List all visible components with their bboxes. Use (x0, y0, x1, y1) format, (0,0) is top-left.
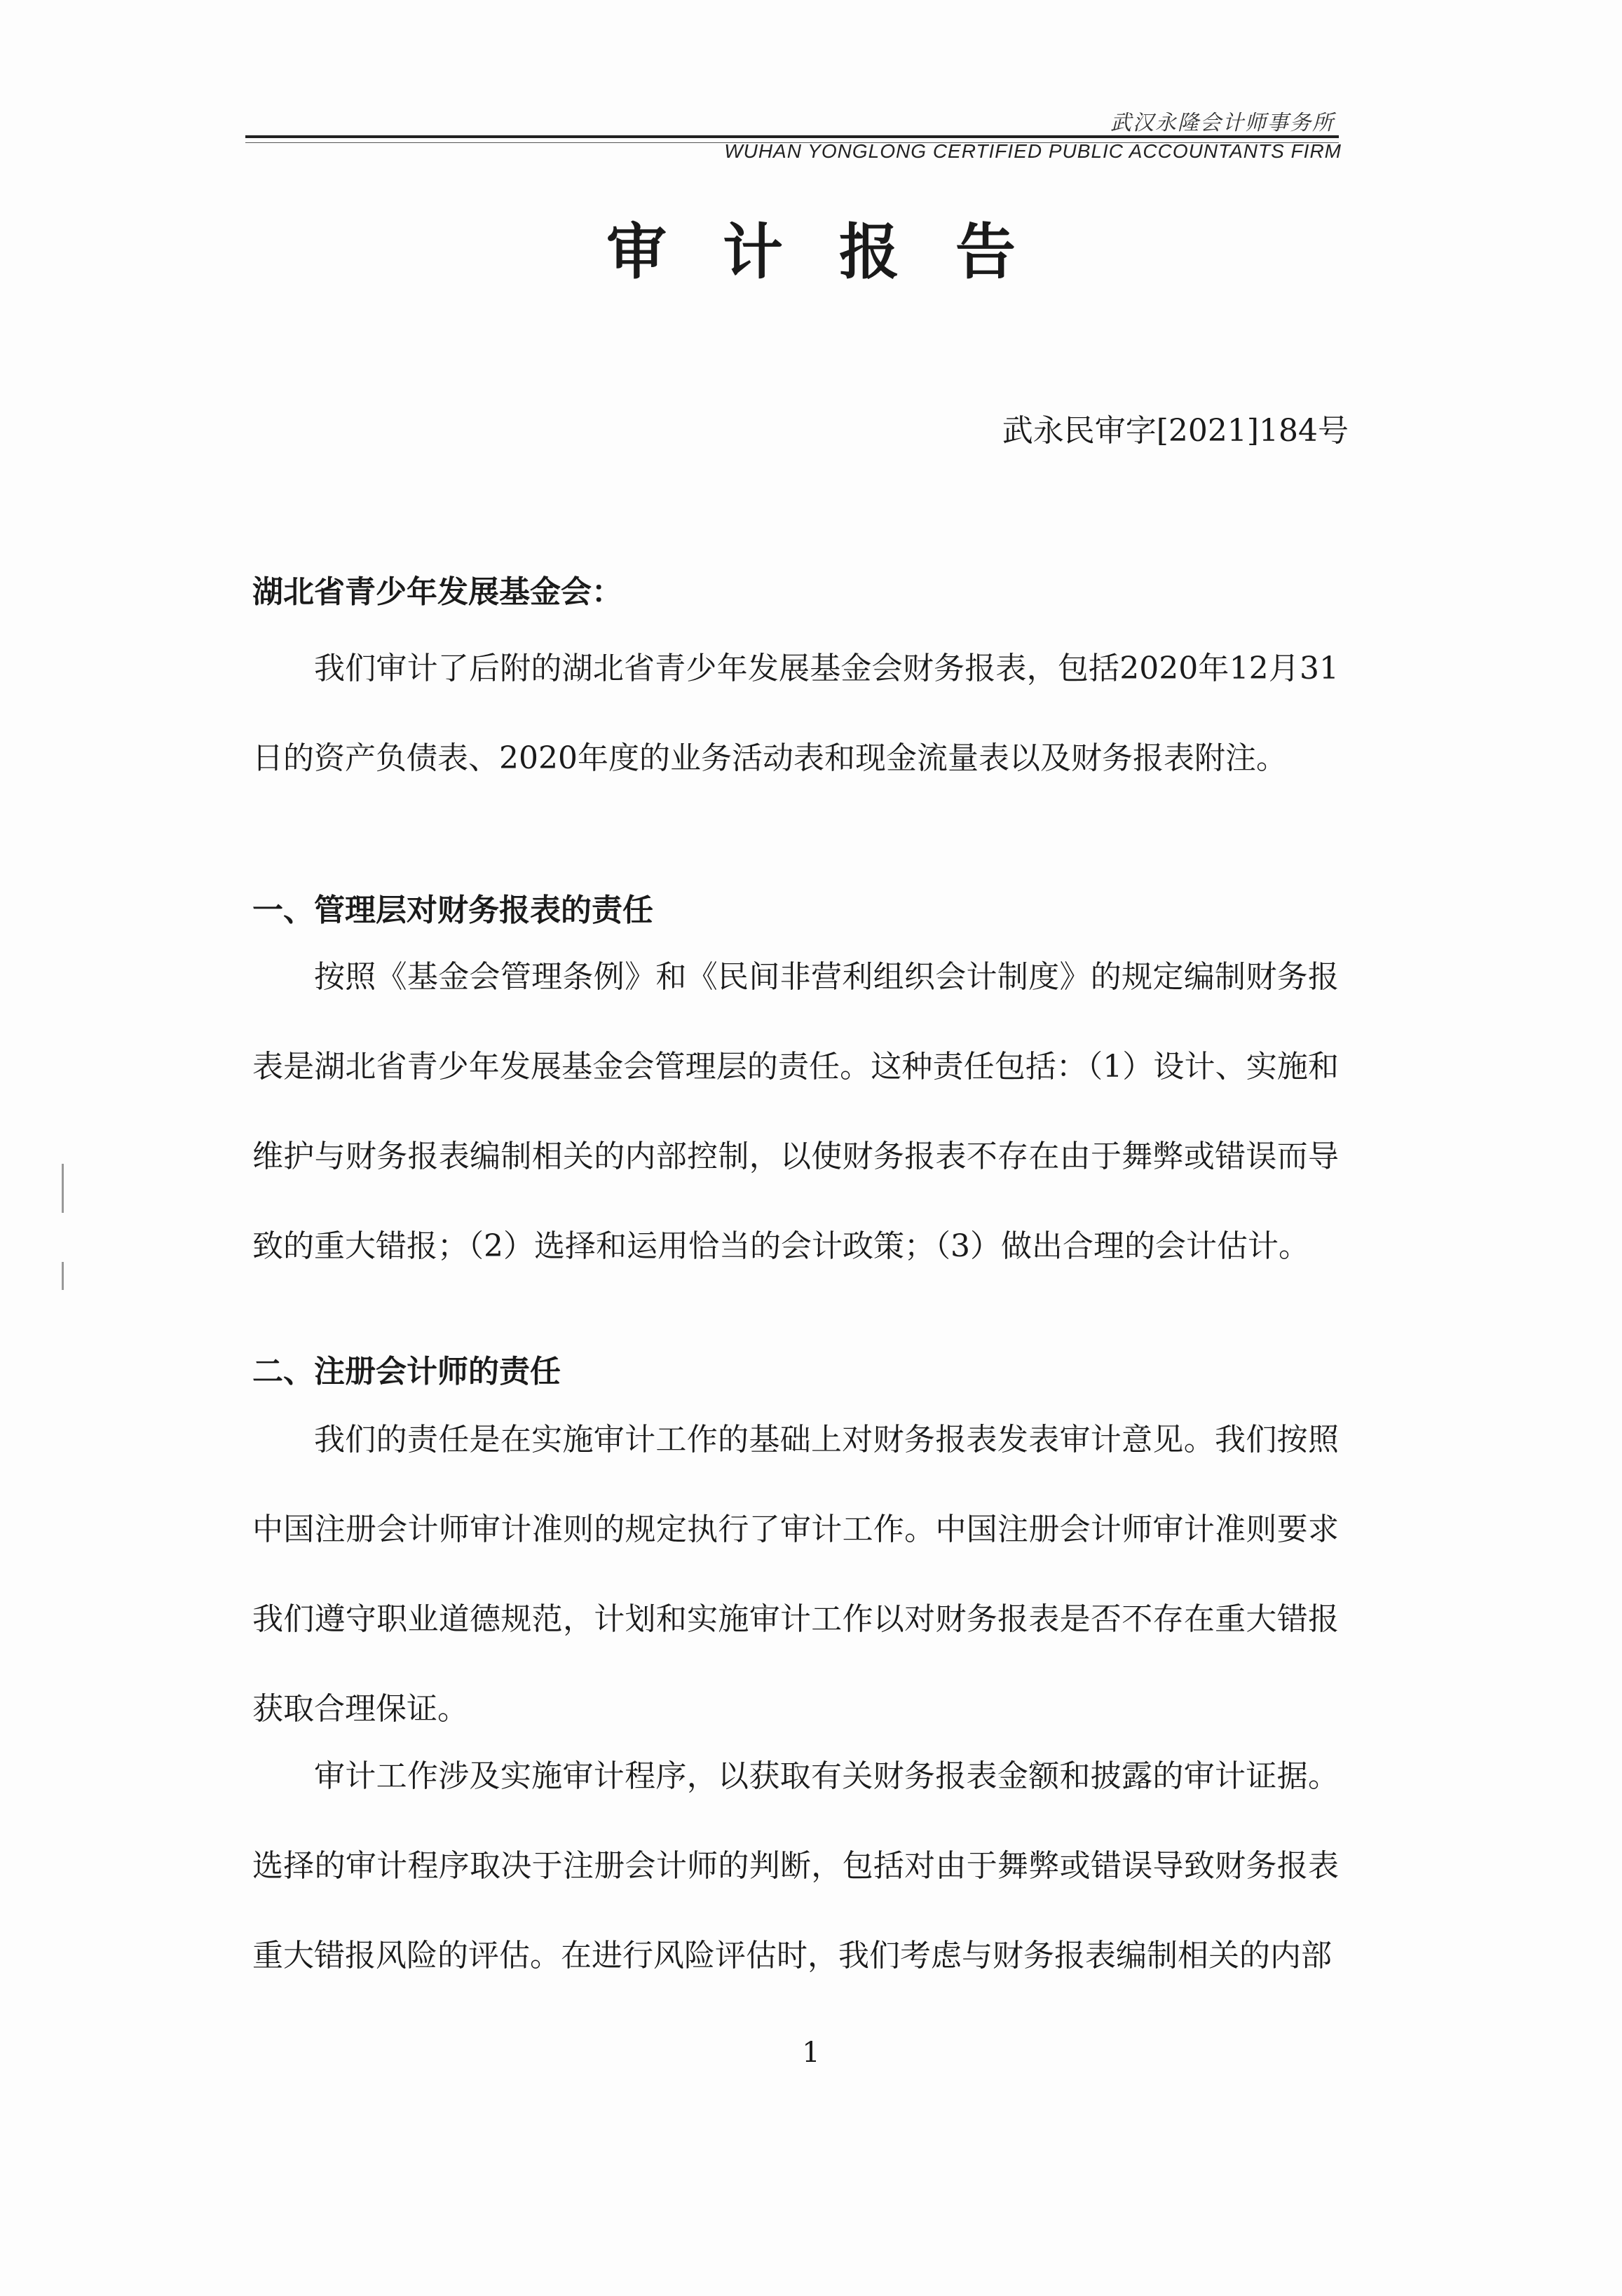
firm-name-chinese: 武汉永隆会计师事务所 (1110, 111, 1335, 135)
section-management-body (252, 932, 1339, 1291)
addressee: 湖北省青少年发展基金会： (252, 574, 622, 610)
section-auditor-body-2 (252, 1732, 1339, 2001)
scan-mark (62, 1262, 64, 1290)
paragraph: 按照《基金会管理条例》和《民间非营利组织会计制度》的规定编制财务报表是湖北省青少年发展基金会管理层的责任。这种责任包括：（1）设计、实施和维护与财务报表编制相关的内部控制，以使财务报表不存在由于舞弊或错误而导致的重大错报；（2）选择和运用恰当的会计政策；（3）做出合理的会计估计。 (252, 959, 1339, 1264)
paragraph: 审计工作涉及实施审计程序，以获取有关财务报表金额和披露的审计证据。选择的审计程序取决于注册会计师的判断，包括对由于舞弊或错误导致财务报表重大错报风险的评估。在进行风险评估时，我们考虑与财务报表编制相关的内部 (252, 1758, 1339, 1974)
firm-name-english: WUHAN YONGLONG CERTIFIED PUBLIC ACCOUNTANTS FIRM (724, 140, 1342, 162)
page-number: 1 (802, 2037, 820, 2069)
document-title: 审计报告 (606, 217, 1072, 287)
intro-paragraph-block (252, 624, 1339, 803)
section-heading-auditor: 二、注册会计师的责任 (252, 1354, 561, 1390)
reference-number: 武永民审字[2021]184号 (1002, 413, 1349, 449)
section-heading-management: 一、管理层对财务报表的责任 (252, 892, 653, 928)
scan-mark (62, 1164, 64, 1213)
paragraph: 我们的责任是在实施审计工作的基础上对财务报表发表审计意见。我们按照中国注册会计师审计准则的规定执行了审计工作。中国注册会计师审计准则要求我们遵守职业道德规范，计划和实施审计工作以对财务报表是否不存在重大错报获取合理保证。 (252, 1422, 1339, 1727)
header-rule (245, 135, 1339, 138)
section-auditor-body-1 (252, 1395, 1339, 1754)
intro-paragraph: 我们审计了后附的湖北省青少年发展基金会财务报表，包括2020年12月31日的资产负债表、2020年度的业务活动表和现金流量表以及财务报表附注。 (252, 651, 1339, 776)
